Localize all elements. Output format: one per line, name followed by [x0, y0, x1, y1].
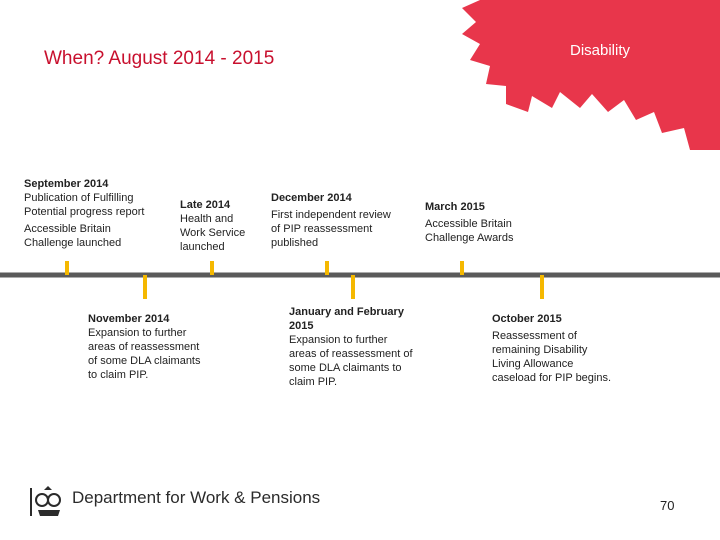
event-date: November 2014 — [88, 313, 170, 325]
event-text: published — [271, 237, 319, 249]
event-text: remaining Disability — [492, 344, 588, 356]
event-text: Accessible Britain — [24, 223, 111, 235]
event-text: Challenge launched — [24, 237, 122, 249]
event-date: December 2014 — [271, 192, 352, 204]
event-date: September 2014 — [24, 178, 109, 190]
event-text: Work Service — [180, 227, 246, 239]
event-january-february-2015 — [289, 305, 413, 389]
event-text: areas of reassessment — [88, 341, 200, 353]
event-text: Potential progress report — [24, 206, 145, 218]
event-text: Health and — [180, 213, 234, 225]
event-march-2015 — [425, 200, 513, 245]
event-date: Late 2014 — [180, 199, 231, 211]
event-text: of PIP reassessment — [271, 223, 373, 235]
organisation-name: Department for Work & Pensions — [72, 488, 321, 507]
royal-crest-icon — [30, 486, 66, 518]
event-text: Reassessment of — [492, 330, 577, 342]
event-text: of some DLA claimants — [88, 355, 201, 367]
page-title: When? August 2014 - 2015 — [44, 48, 275, 69]
event-text: Living Allowance — [492, 358, 574, 370]
event-text: launched — [180, 241, 225, 253]
event-october-2015 — [492, 312, 611, 385]
event-text: First independent review — [271, 209, 391, 221]
page-number: 70 — [660, 498, 675, 513]
disability-label: Disability — [569, 42, 630, 59]
event-september-2014 — [24, 177, 144, 250]
event-text: Publication of Fulfilling — [24, 192, 134, 204]
event-december-2014 — [271, 191, 391, 250]
event-text: Challenge Awards — [425, 232, 514, 244]
event-text: claim PIP. — [289, 376, 338, 388]
event-text: areas of reassessment of — [289, 348, 413, 360]
event-text: to claim PIP. — [88, 369, 149, 381]
event-date: March 2015 — [425, 201, 485, 213]
event-text: Accessible Britain — [425, 218, 512, 230]
event-text: Expansion to further — [289, 334, 388, 346]
event-date: January and February — [289, 306, 404, 318]
event-late-2014 — [180, 198, 245, 254]
event-text: Expansion to further — [88, 327, 187, 339]
event-text: caseload for PIP begins. — [492, 372, 612, 384]
event-text: some DLA claimants to — [289, 362, 402, 374]
event-date: 2015 — [289, 320, 314, 332]
event-november-2014 — [88, 312, 201, 382]
event-date: October 2015 — [492, 313, 562, 325]
